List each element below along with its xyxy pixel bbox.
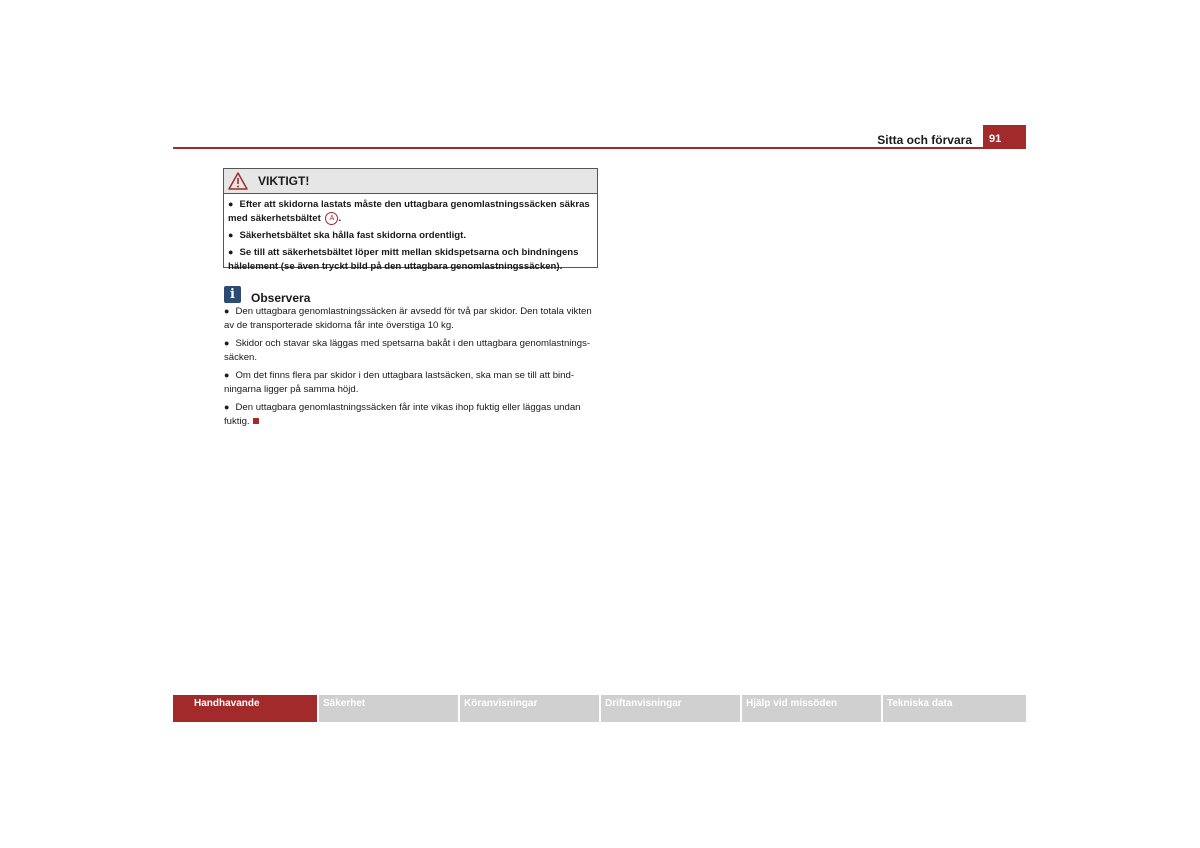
- warning-box: [223, 168, 598, 273]
- end-of-section-icon: [253, 418, 259, 424]
- warning-item: [228, 228, 593, 243]
- warning-item: [228, 245, 593, 274]
- bullet-icon: ●: [228, 230, 234, 241]
- bullet-icon: ●: [224, 370, 230, 380]
- note-item: [224, 304, 600, 333]
- info-icon: i: [224, 286, 241, 303]
- chapter-nav: [173, 695, 1026, 722]
- note-item: [224, 400, 600, 429]
- tab-koranvisningar[interactable]: Köranvisningar: [460, 695, 599, 722]
- tab-tekniska-data[interactable]: Tekniska data: [883, 695, 1026, 722]
- warning-triangle-icon: [228, 172, 248, 190]
- note-item-text: Den uttagbara genomlastningssäcken får inte vikas ihop fuktig eller läggas undan fuktig.: [224, 402, 581, 427]
- warning-item: [228, 197, 593, 226]
- warning-item-text: Efter att skidorna lastats måste den uttagbara genomlastningssäcken säkras med säkerhetsbältet: [228, 199, 590, 225]
- note-item-text: Den uttagbara genomlastningssäcken är avsedd för två par skidor. Den totala vikten av de transporterade skidorna får inte överstiga 10 kg.: [224, 306, 592, 331]
- bullet-icon: ●: [228, 199, 234, 209]
- bullet-icon: ●: [224, 338, 230, 348]
- page-number: 91: [983, 125, 1026, 148]
- tab-driftanvisningar[interactable]: Driftanvisningar: [601, 695, 740, 722]
- bullet-icon: ●: [224, 306, 230, 316]
- callout-a-icon: A: [325, 212, 338, 225]
- warning-title: VIKTIGT!: [258, 174, 310, 188]
- note-item: [224, 368, 600, 397]
- section-title: Sitta och förvara: [877, 133, 972, 147]
- bullet-icon: ●: [224, 402, 230, 412]
- tab-handhavande[interactable]: Handhavande: [173, 695, 317, 722]
- note-item-text: Skidor och stavar ska läggas med spetsarna bakåt i den uttagbara genomlastnings-säcken.: [224, 338, 591, 363]
- note-item-text: Om det finns flera par skidor i den uttagbara lastsäcken, ska man se till att bind-ningarna ligger på samma höjd.: [224, 370, 575, 395]
- bullet-icon: ●: [228, 247, 234, 258]
- warning-item-text: Se till att säkerhetsbältet löper mitt mellan skidspetsarna och bindningens hälelement (se även tryckt bild på den uttagbara genomlastningssäcken).: [228, 247, 579, 273]
- header-rule: [173, 147, 1026, 149]
- tab-hjalp-vid-missoden[interactable]: Hjälp vid missöden: [742, 695, 881, 722]
- warning-header: [224, 169, 597, 194]
- warning-list: [224, 194, 597, 274]
- warning-item-text-end: .: [338, 213, 342, 225]
- note-title: Observera: [251, 291, 311, 305]
- note-header: [224, 283, 310, 305]
- note-item: [224, 336, 600, 365]
- note-list: [224, 304, 600, 432]
- tab-sakerhet[interactable]: Säkerhet: [319, 695, 458, 722]
- warning-item-text: Säkerhetsbältet ska hålla fast skidorna ordentligt.: [239, 230, 467, 242]
